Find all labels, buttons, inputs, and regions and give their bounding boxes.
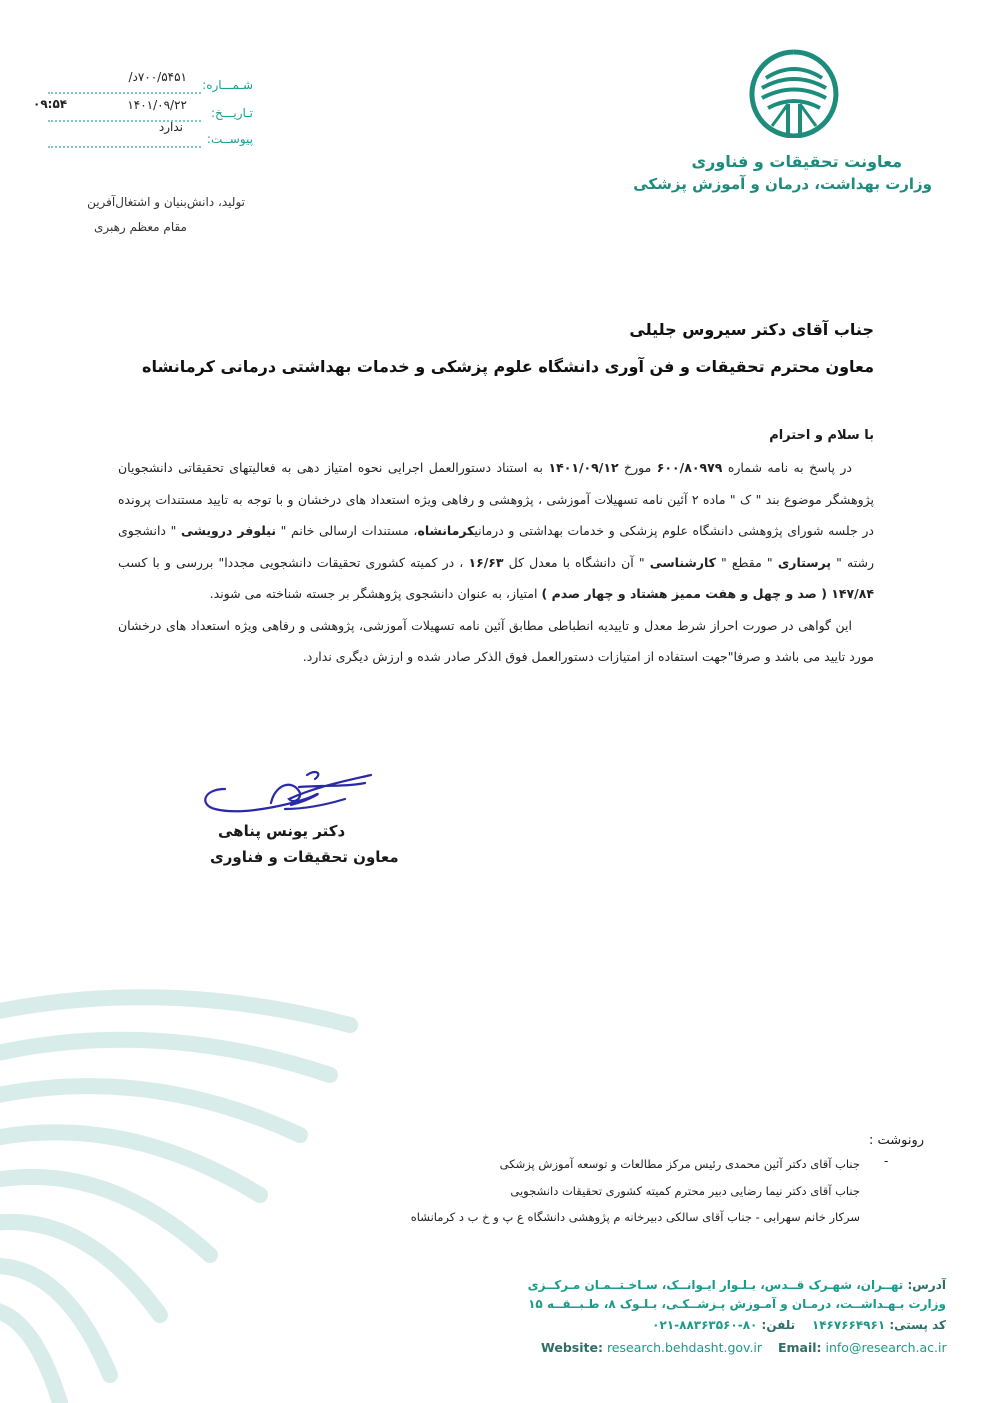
score: ۱۴۷/۸۴ ( صد و چهل و هفت ممیز هشتاد و چهار صدم ): [541, 586, 874, 601]
ministry-logo: [748, 48, 840, 138]
letter-number-label: شـمـــاره:: [202, 78, 253, 92]
ministry-name: وزارت بهداشت، درمان و آموزش پزشکی: [633, 175, 932, 193]
slogan-source: مقام معظم رهبری: [93, 220, 187, 234]
field-of-study: پرستاری: [777, 554, 832, 570]
cc-line-1: جناب آقای دکتر آئین محمدی رئیس مرکز مطالعات و توسعه آموزش پزشکی: [499, 1157, 860, 1171]
cc-line-3: سرکار خانم سهرابی - جناب آقای سالکی دبیرخانه م پژوهشی دانشگاه ع پ و خ ب د کرمانشاه: [410, 1210, 860, 1224]
letter-number-row: [48, 70, 253, 96]
recipient-title: معاون محترم تحقیقات و فن آوری دانشگاه علوم پزشکی و خدمات بهداشتی درمانی کرمانشاه: [142, 357, 874, 376]
student-name: نیلوفر درویشی: [180, 523, 277, 538]
slogan-quote: تولید، دانش‌بنیان و اشتغال‌آفرین: [87, 195, 245, 209]
greeting: با سلام و احترام: [769, 428, 874, 443]
letter-attachment-value: ندارد: [158, 120, 183, 134]
degree-level: کارشناسی: [649, 554, 716, 570]
email-link[interactable]: info@research.ac.ir: [825, 1340, 947, 1355]
cc-dash: -: [884, 1154, 889, 1168]
recipient-name: جناب آقای دکتر سیروس جلیلی: [629, 320, 874, 339]
letter-time: ۰۹:۵۴: [33, 97, 68, 111]
gpa: ۱۶/۶۳: [468, 554, 504, 570]
letter-date-value: ۱۴۰۱/۰۹/۲۲: [127, 98, 187, 112]
dotted-line: [48, 146, 201, 148]
signatory-name: دکتر یونس پناهی: [218, 822, 346, 840]
website-link[interactable]: research.behdasht.gov.ir: [606, 1340, 763, 1355]
cc-line-2: جناب آقای دکتر نیما رضایی دبیر محترم کمیته کشوری تحقیقات دانشجویی: [510, 1184, 860, 1198]
body-paragraph-1: در پاسخ به نامه شماره ۶۰۰/۸۰۹۷۹ مورخ ۱۴۰۱/۰۹/۱۲ به استناد دستورالعمل اجرایی نحوه امتیاز دهی به فعالیتهای تحقیقاتی دانشجویان پژوهشگر موضوع بند " ک " ماده ۲ آئین نامه تسهیلات آموزشی ، پژوهشی و رفاهی ویژه استعداد های درخشان و با توجه به تایید مستندات پرونده در جلسه شورای پژوهشی دانشگاه علوم پزشکی و خدمات بهداشتی و درمانیکرمانشاه، مستندات ارسالی خانم " نیلوفر درویشی " دانشجوی رشته " پرستاری " مقطع " کارشناسی " آن دانشگاه با معدل کل ۱۶/۶۳ ، در کمیته کشوری تحقیقات دانشجویی مجددا" بررسی و با کسب ۱۴۷/۸۴ ( صد و چهل و هفت ممیز هشتاد و چهار صدم ) امتیاز، به عنوان دانشجوی پژوهشگر بر جسته شناخته می شوند.: [118, 460, 874, 601]
org-name: معاونت تحقیقات و فناوری: [691, 152, 902, 171]
letter-attachment-label: پیوســت:: [206, 132, 253, 146]
letter-attachment-row: [48, 120, 253, 150]
letter-date-label: تـاریـــخ:: [211, 106, 253, 120]
cc-title: رونوشت :: [868, 1133, 924, 1148]
letter-body: [118, 452, 874, 673]
signatory-title: معاون تحقیقات و فناوری: [210, 848, 399, 866]
body-paragraph-2: این گواهی در صورت احراز شرط معدل و تاییدیه انطباطی مطابق آئین نامه تسهیلات آموزشی، پژوهشی و رفاهی ویژه استعداد های درخشان مورد تایید می باشد و صرفا"جهت استفاده از امتیازات دستورالعمل فوق الذکر صادر شده و ارزش دیگری ندارد.: [118, 617, 874, 664]
dotted-line: [48, 92, 201, 94]
footer-address-2: وزارت بـهـداشــت، درمـان و آمـوزش پـزشــکـی، بـلـوک ۸، طـبــقــه ۱۵: [528, 1297, 946, 1311]
letter-number-value: ۷۰۰/۵۴۵۱د/: [128, 70, 187, 84]
footer-web: Website: research.behdasht.gov.ir Email: info@research.ac.ir: [541, 1340, 947, 1355]
footer-contacts: کد پستی: ۱۴۶۷۶۶۴۹۶۱ تلفن: ۸۰-۸۸۳۶۳۵۶۰-۰۲۱: [652, 1318, 946, 1332]
watermark-graphic: [0, 985, 360, 1403]
footer-address-1: آدرس: تهــران، شهـرک قــدس، بـلـوار ایـوانــک، سـاخـتــمـان مـرکــزی: [527, 1278, 946, 1292]
